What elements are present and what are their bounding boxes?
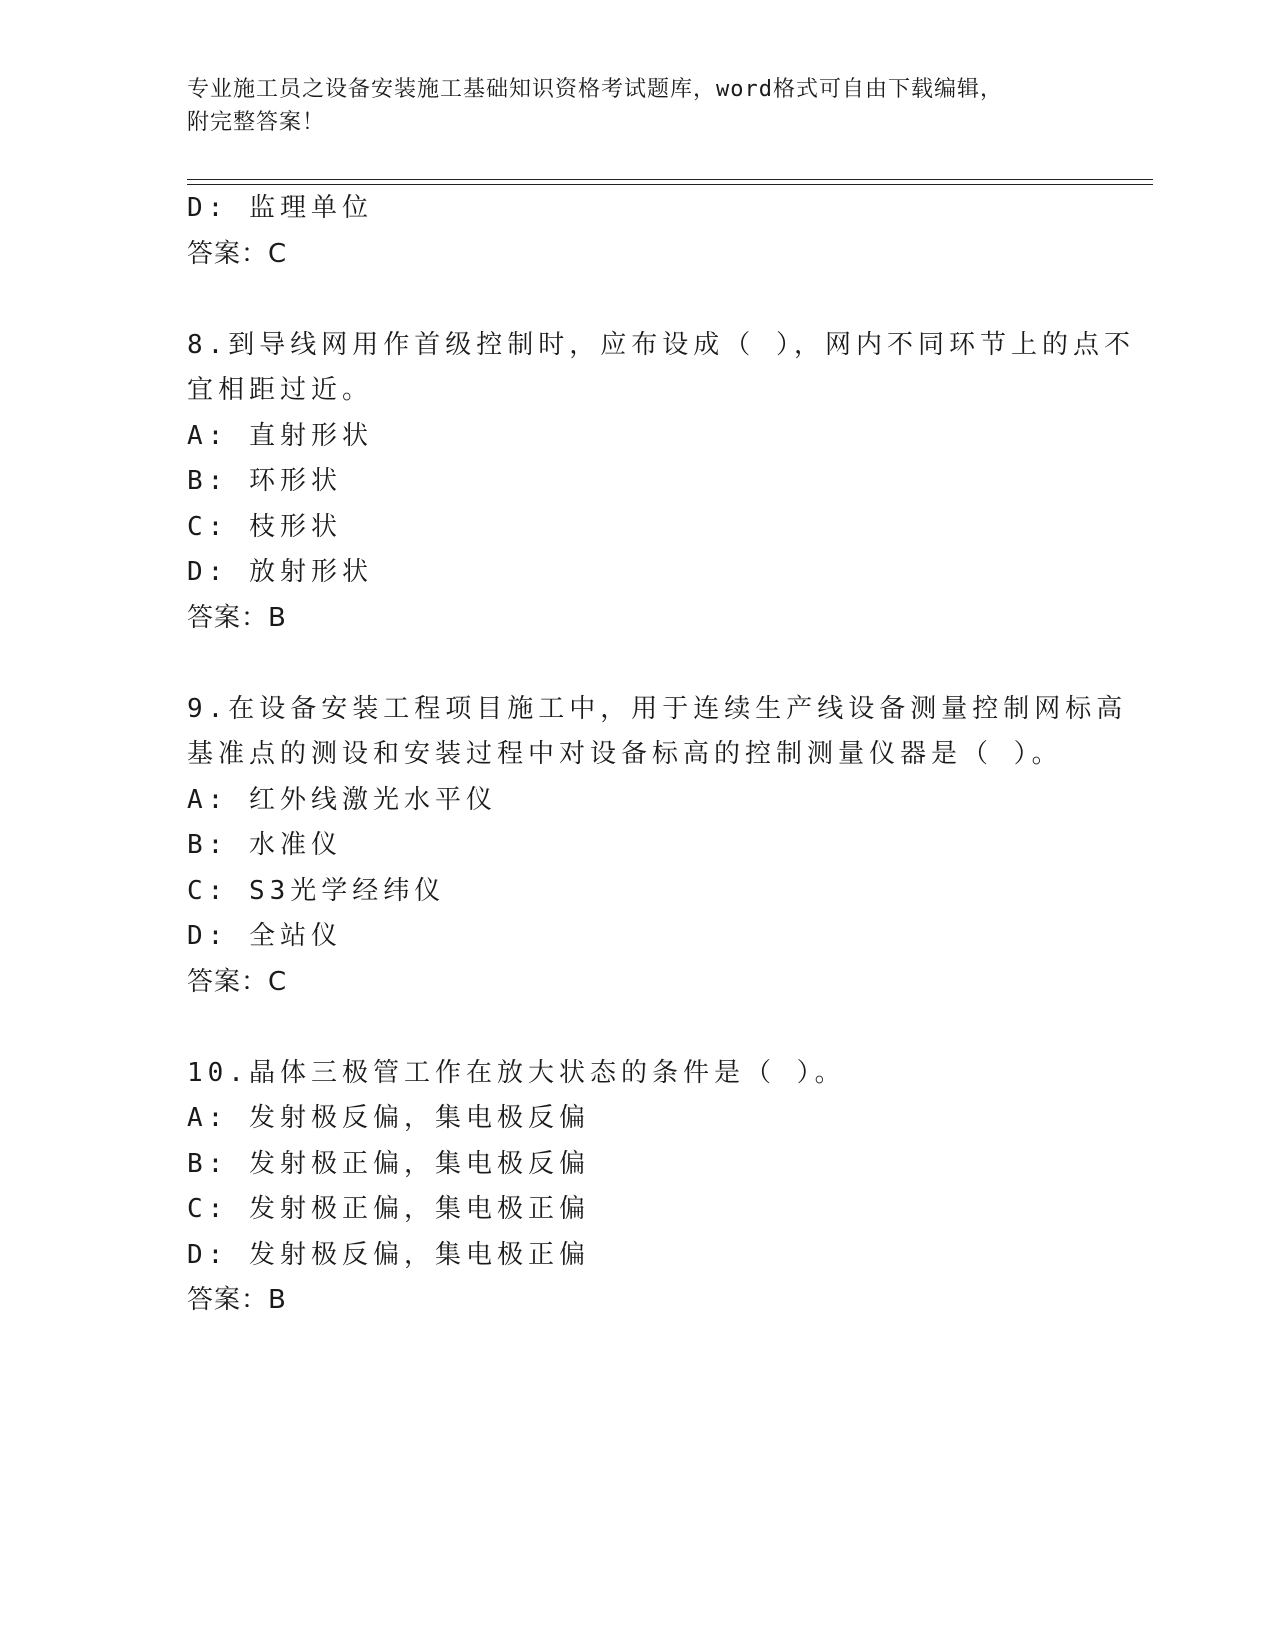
option-a: A: 直射形状 xyxy=(187,420,373,451)
option-d: D: 发射极反偏，集电极正偏 xyxy=(187,1239,590,1270)
question-stem: 10.晶体三极管工作在放大状态的条件是（ ）。 xyxy=(187,1057,846,1088)
question-10 xyxy=(187,1051,1087,1324)
question-9 xyxy=(187,687,1128,1006)
option-d: D: 监理单位 xyxy=(187,193,373,223)
spacer xyxy=(187,1005,1087,1051)
previous-question-fragment xyxy=(187,186,1087,277)
option-c: C: 发射极正偏，集电极正偏 xyxy=(187,1194,590,1224)
document-body xyxy=(187,186,1135,1324)
answer: 答案：C xyxy=(187,238,288,269)
answer: 答案：B xyxy=(187,1285,287,1315)
question-8 xyxy=(187,323,1135,642)
option-c: C: S3光学经纬仪 xyxy=(187,875,446,906)
header-line-1: 专业施工员之设备安装施工基础知识资格考试题库，word格式可自由下载编辑， xyxy=(187,77,1003,102)
option-a: A: 红外线激光水平仪 xyxy=(187,784,497,815)
option-b: B: 水准仪 xyxy=(187,830,342,860)
option-b: B: 环形状 xyxy=(187,466,342,496)
header-line-2: 附完整答案！ xyxy=(187,110,326,135)
page-header xyxy=(187,73,1087,139)
answer: 答案：B xyxy=(187,602,287,633)
option-a: A: 发射极反偏，集电极反偏 xyxy=(187,1103,590,1133)
question-stem-continued: 宜相距过近。 xyxy=(187,375,374,405)
option-c: C: 枝形状 xyxy=(187,511,342,542)
question-stem-continued: 基准点的测设和安装过程中对设备标高的控制测量仪器是（ ）。 xyxy=(187,739,1063,769)
question-stem: 9.在设备安装工程项目施工中，用于连续生产线设备测量控制网标高 xyxy=(187,693,1128,724)
header-divider xyxy=(187,179,1153,185)
question-stem: 8.到导线网用作首级控制时，应布设成（ ），网内不同环节上的点不 xyxy=(187,329,1135,360)
option-d: D: 放射形状 xyxy=(187,557,373,587)
answer: 答案：C xyxy=(187,966,288,997)
spacer xyxy=(187,277,1087,323)
option-b: B: 发射极正偏，集电极反偏 xyxy=(187,1148,590,1179)
option-d: D: 全站仪 xyxy=(187,921,342,951)
spacer xyxy=(187,641,1087,687)
